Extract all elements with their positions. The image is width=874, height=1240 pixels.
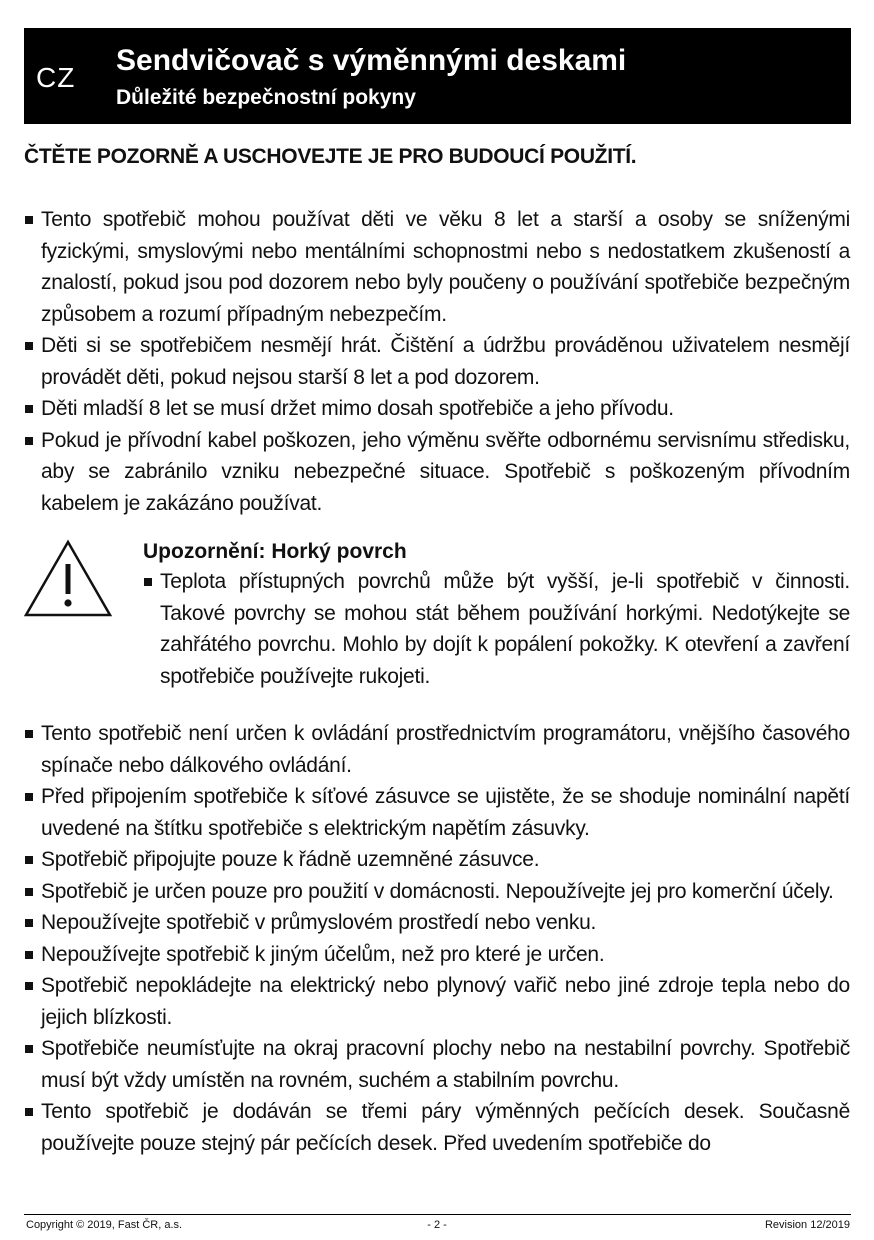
document-subtitle: Důležité bezpečnostní pokyny <box>116 86 416 109</box>
hot-surface-warning-list <box>143 566 850 692</box>
footer-revision: Revision 12/2019 <box>764 1219 850 1231</box>
read-carefully-notice: ČTĚTE POZORNĚ A USCHOVEJTE JE PRO BUDOUCÍ POUŽITÍ. <box>24 145 637 168</box>
list-item: Před připojením spotřebiče k síťové zásuvce se ujistěte, že se shoduje nominální napětí uvedené na štítku spotřebiče s elektrickým napětím zásuvky. <box>24 781 850 844</box>
list-item: Tento spotřebič není určen k ovládání prostřednictvím programátoru, vnějšího časového spínače nebo dálkového ovládání. <box>24 718 850 781</box>
language-code: CZ <box>36 62 76 93</box>
list-item: Spotřebiče neumísťujte na okraj pracovní plochy nebo na nestabilní povrchy. Spotřebič musí být vždy umístěn na rovném, suchém a stabilním povrchu. <box>24 1033 850 1096</box>
list-item: Tento spotřebič mohou používat děti ve věku 8 let a starší a osoby se sníženými fyzickými, smyslovými nebo mentálními schopnostmi nebo s nedostatkem zkušeností a znalostí, pokud jsou pod dozorem nebo byly poučeny o používání spotřebiče bezpečným způsobem a rozumí případným nebezpečím. <box>24 204 850 330</box>
document-title: Sendvičovač s výměnnými deskami <box>116 44 627 77</box>
list-item: Spotřebič je určen pouze pro použití v domácnosti. Nepoužívejte jej pro komerční účely. <box>24 876 850 908</box>
list-item: Nepoužívejte spotřebič k jiným účelům, než pro které je určen. <box>24 939 850 971</box>
footer-divider <box>24 1214 851 1215</box>
safety-list-a <box>24 204 850 519</box>
list-item: Děti mladší 8 let se musí držet mimo dosah spotřebiče a jeho přívodu. <box>24 393 850 425</box>
list-item: Spotřebič připojujte pouze k řádně uzemněné zásuvce. <box>24 844 850 876</box>
warning-triangle-icon <box>22 538 114 618</box>
list-item: Tento spotřebič je dodáván se třemi páry výměnných pečících desek. Současně používejte pouze stejný pár pečících desek. Před uvedením spotřebiče do <box>24 1096 850 1159</box>
list-item: Nepoužívejte spotřebič v průmyslovém prostředí nebo venku. <box>24 907 850 939</box>
list-item: Spotřebič nepokládejte na elektrický nebo plynový vařič nebo jiné zdroje tepla nebo do jejich blízkosti. <box>24 970 850 1033</box>
hot-surface-warning-title: Upozornění: Horký povrch <box>143 540 407 563</box>
safety-list-b <box>24 718 850 1159</box>
list-item: Pokud je přívodní kabel poškozen, jeho výměnu svěřte odbornému servisnímu středisku, aby se zabránilo vzniku nebezpečné situace. Spotřebič s poškozeným přívodním kabelem je zakázáno používat. <box>24 425 850 520</box>
footer-page-number: - 2 - <box>427 1219 447 1231</box>
footer-copyright: Copyright © 2019, Fast ČR, a.s. <box>26 1219 183 1231</box>
list-item: Děti si se spotřebičem nesmějí hrát. Čištění a údržbu prováděnou uživatelem nesmějí provádět děti, pokud nejsou starší 8 let a pod dozorem. <box>24 330 850 393</box>
list-item: Teplota přístupných povrchů může být vyšší, je-li spotřebič v činnosti. Takové povrchy se mohou stát během používání horkými. Nedotýkejte se zahřátého povrchu. Mohlo by dojít k popálení pokožky. K otevření a zavření spotřebiče používejte rukojeti. <box>143 566 850 692</box>
header-bar <box>24 28 851 124</box>
